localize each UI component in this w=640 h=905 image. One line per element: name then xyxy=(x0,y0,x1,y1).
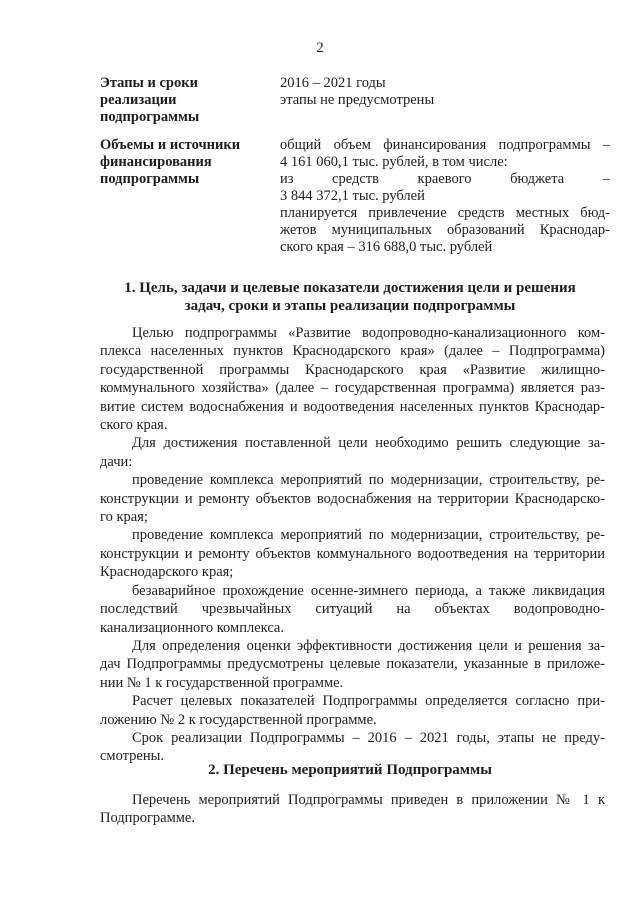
section-2-heading xyxy=(70,761,630,779)
paragraph-line: последствий чрезвычайных ситуаций на объектах водопроводно- xyxy=(100,601,605,618)
section-1-body xyxy=(100,324,605,766)
section-1-heading-line: 1. Цель, задачи и целевые показатели достижения цели и решения xyxy=(124,280,576,296)
paragraph-line: смотрены. xyxy=(100,748,164,765)
paragraph-line: дач Подпрограммы предусмотрены целевые показатели, указанные в приложе- xyxy=(100,656,605,673)
paragraph-line: канализационного комплекса. xyxy=(100,619,284,636)
paragraph-line: Срок реализации Подпрограммы – 2016 – 2021 годы, этапы не преду- xyxy=(132,729,605,746)
funding-label-line: Объемы и источники xyxy=(100,137,241,153)
paragraph-line: дачи: xyxy=(100,453,133,470)
paragraph xyxy=(100,637,605,692)
paragraph xyxy=(100,791,605,828)
paragraph-line: безаварийное прохождение осенне-зимнего периода, а также ликвидация xyxy=(132,582,605,599)
funding-line: общий объем финансирования подпрограммы – xyxy=(280,137,610,153)
section-1-heading xyxy=(70,279,630,315)
stages-label-line: подпрограммы xyxy=(100,109,200,125)
paragraph-line: нии № 1 к государственной программе. xyxy=(100,674,344,691)
funding-label xyxy=(100,137,270,188)
section-1-heading-line: задач, сроки и этапы реализации подпрограммы xyxy=(184,298,516,314)
stages-note: этапы не предусмотрены xyxy=(280,92,435,108)
paragraph-line: проведение комплекса мероприятий по модернизации, строительству, ре- xyxy=(132,527,605,544)
paragraph-line: проведение комплекса мероприятий по модернизации, строительству, ре- xyxy=(132,472,605,489)
paragraph-line: плекса населенных пунктов Краснодарского края» (далее – Подпрограмма) xyxy=(100,343,605,360)
paragraph-line: Для достижения поставленной цели необходимо решить следующие за- xyxy=(132,435,605,452)
paragraph-line: Подпрограмме. xyxy=(100,810,195,827)
paragraph-line: витие систем водоснабжения и водоотведения населенных пунктов Краснодар- xyxy=(100,398,605,415)
paragraph-line: Расчет целевых показателей Подпрограммы определяется согласно при- xyxy=(132,693,605,710)
page-number: 2 xyxy=(316,40,324,56)
paragraph xyxy=(100,526,605,581)
paragraph-line: конструкции и ремонту объектов коммунального водоотведения на территории xyxy=(100,545,605,562)
paragraph xyxy=(100,434,605,471)
paragraph-line: государственной программы Краснодарского края «Развитие жилищно- xyxy=(100,361,605,378)
funding-line: 4 161 060,1 тыс. рублей, в том числе: xyxy=(280,154,508,170)
stages-label-line: Этапы и сроки xyxy=(100,75,198,91)
funding-label-line: подпрограммы xyxy=(100,171,200,187)
stages-label xyxy=(100,75,270,126)
paragraph xyxy=(100,582,605,637)
funding-line: ского края – 316 688,0 тыс. рублей xyxy=(280,239,493,255)
stages-label-line: реализации xyxy=(100,92,177,108)
paragraph xyxy=(100,324,605,434)
paragraph xyxy=(100,692,605,729)
funding-line: жетов муниципальных образований Краснодар- xyxy=(280,222,610,238)
paragraph-line: конструкции и ремонту объектов водоснабжения на территории Краснодарско- xyxy=(100,490,605,507)
section-2-body xyxy=(100,791,605,828)
section-2-heading-line: 2. Перечень мероприятий Подпрограммы xyxy=(208,762,492,778)
funding-line: из средств краевого бюджета – xyxy=(280,171,610,187)
funding-label-line: финансирования xyxy=(100,154,212,170)
paragraph xyxy=(100,471,605,526)
paragraph-line: ложению № 2 к государственной программе. xyxy=(100,711,377,728)
paragraph-line: ского края. xyxy=(100,417,168,434)
paragraph-line: коммунального хозяйства» (далее – государственная программа) является раз- xyxy=(100,380,605,397)
paragraph-line: Для определения оценки эффективности достижения цели и решения за- xyxy=(132,637,605,654)
stages-value xyxy=(280,75,610,109)
stages-period: 2016 – 2021 годы xyxy=(280,75,386,91)
paragraph-line: Целью подпрограммы «Развитие водопроводно-канализационного ком- xyxy=(132,325,605,341)
funding-line: планируется привлечение средств местных бюд- xyxy=(280,205,610,221)
paragraph-line: го края; xyxy=(100,509,148,526)
paragraph-line: Перечень мероприятий Подпрограммы приведен в приложении № 1 к xyxy=(132,792,605,808)
funding-value xyxy=(280,137,610,256)
funding-line: 3 844 372,1 тыс. рублей xyxy=(280,188,425,204)
paragraph-line: Краснодарского края; xyxy=(100,564,234,581)
